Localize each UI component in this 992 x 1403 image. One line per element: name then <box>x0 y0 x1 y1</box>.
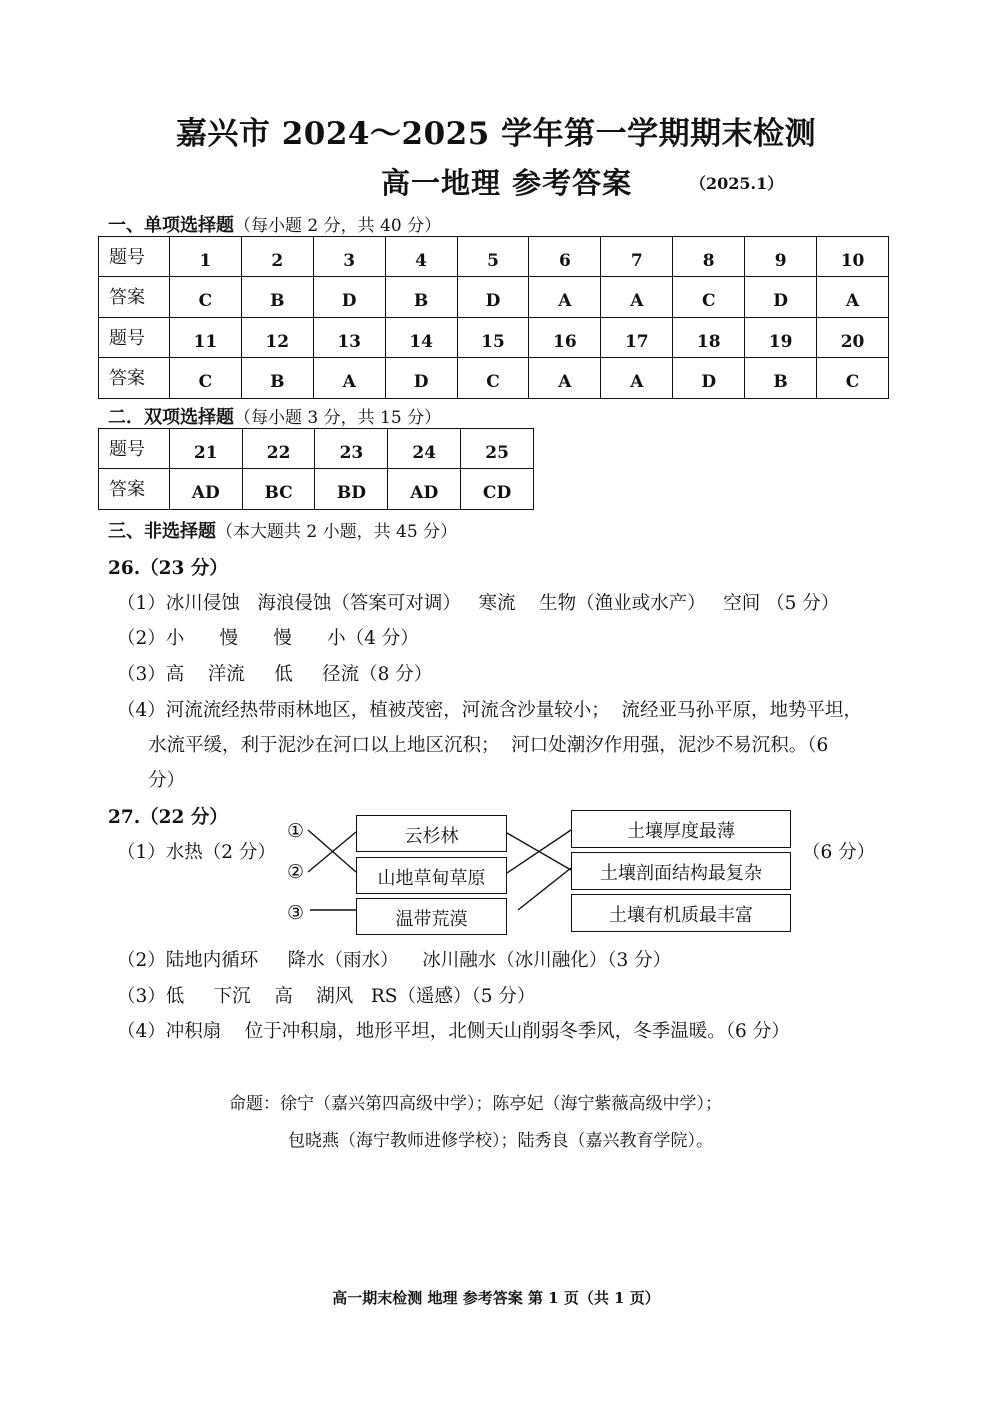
soil-box-1: 土壤厚度最薄 <box>571 810 791 848</box>
section2-note: （每小题 3 分，共 15 分） <box>234 408 442 428</box>
q26-answer-3: （3）高 洋流 低 径流（8 分） <box>117 664 433 685</box>
answer-cell: AD <box>388 469 461 510</box>
q26-answer-4-line1: （4）河流流经热带雨林地区，植被茂密，河流含沙量较小； 流经亚马孙平原，地势平坦， <box>117 700 863 721</box>
document-date: （2025.1） <box>690 174 784 193</box>
q26-answer-4-line3: 分） <box>148 770 186 791</box>
q27-answer-1: （1）水热（2 分） <box>117 842 276 863</box>
answer-cell: D <box>745 277 817 318</box>
question-number: 20 <box>817 318 889 358</box>
answer-cell: A <box>313 358 385 399</box>
question-number: 12 <box>241 318 313 358</box>
marker-3: ③ <box>287 902 305 924</box>
answer-cell: C <box>169 277 241 318</box>
question-number: 7 <box>601 237 673 277</box>
q26-answer-2: （2）小 慢 慢 小（4 分） <box>117 628 419 649</box>
answer-cell: AD <box>169 469 242 510</box>
marker-2: ② <box>287 861 305 883</box>
document-subtitle: 高一地理 参考答案 <box>381 166 633 200</box>
vegetation-box-1: 云杉林 <box>356 815 507 852</box>
section1-title: 一、单项选择题 <box>108 215 234 236</box>
answer-cell: A <box>529 358 601 399</box>
link-veg-3-to-soil-1 <box>518 868 571 910</box>
q26-answer-4-line2: 水流平缓，利于泥沙在河口以上地区沉积； 河口处潮汐作用强，泥沙不易沉积。（6 <box>148 735 829 756</box>
question-number: 8 <box>673 237 745 277</box>
answer-cell: BD <box>315 469 388 510</box>
question-number: 3 <box>313 237 385 277</box>
answer-cell: BC <box>242 469 315 510</box>
soil-box-3: 土壤有机质最丰富 <box>571 894 791 932</box>
q27-match-score: （6 分） <box>802 842 876 863</box>
answer-cell: B <box>385 277 457 318</box>
answer-cell: A <box>817 277 889 318</box>
question-number: 17 <box>601 318 673 358</box>
section2-title: 二．双项选择题 <box>108 407 234 428</box>
answer-cell: A <box>601 358 673 399</box>
question-number: 14 <box>385 318 457 358</box>
row-label: 答案 <box>99 358 170 399</box>
document-title: 嘉兴市 2024～2025 学年第一学期期末检测 <box>175 116 817 152</box>
section1-note: （每小题 2 分，共 40 分） <box>234 216 442 236</box>
row-label: 题号 <box>99 429 170 469</box>
answer-cell: A <box>529 277 601 318</box>
credits-line-2: 包晓燕（海宁教师进修学校）；陆秀良（嘉兴教育学院）。 <box>288 1131 713 1151</box>
vegetation-box-3: 温带荒漠 <box>356 898 507 935</box>
question-number: 22 <box>242 429 315 469</box>
q27-title: 27.（22 分） <box>108 807 228 828</box>
row-label: 题号 <box>99 237 170 277</box>
link-veg-2-to-soil-3 <box>507 830 571 873</box>
answer-cell: D <box>457 277 529 318</box>
answer-cell: CD <box>461 469 534 510</box>
question-number: 15 <box>457 318 529 358</box>
answer-cell: B <box>241 277 313 318</box>
question-number: 19 <box>745 318 817 358</box>
answer-cell: C <box>817 358 889 399</box>
question-number: 13 <box>313 318 385 358</box>
vegetation-box-2: 山地草甸草原 <box>356 857 507 894</box>
question-number: 1 <box>169 237 241 277</box>
question-number: 6 <box>529 237 601 277</box>
answer-cell: C <box>169 358 241 399</box>
question-number: 2 <box>241 237 313 277</box>
question-number: 10 <box>817 237 889 277</box>
question-number: 5 <box>457 237 529 277</box>
answer-cell: D <box>385 358 457 399</box>
q26-title: 26.（23 分） <box>108 558 228 579</box>
answer-cell: C <box>457 358 529 399</box>
question-number: 21 <box>169 429 242 469</box>
credits-line-1: 命题：徐宁（嘉兴第四高级中学）；陈亭妃（海宁紫薇高级中学）； <box>229 1094 722 1114</box>
q26-answer-1: （1）冰川侵蚀 海浪侵蚀（答案可对调） 寒流 生物（渔业或水产） 空间 （5 分） <box>117 593 840 614</box>
row-label: 答案 <box>99 469 170 510</box>
question-number: 9 <box>745 237 817 277</box>
question-number: 24 <box>388 429 461 469</box>
answer-cell: D <box>673 358 745 399</box>
row-label: 题号 <box>99 318 170 358</box>
row-label: 答案 <box>99 277 170 318</box>
q27-answer-2: （2）陆地内循环 降水（雨水） 冰川融水（冰川融化）（3 分） <box>117 950 672 971</box>
question-number: 25 <box>461 429 534 469</box>
section3-note: （本大题共 2 小题，共 45 分） <box>216 522 458 542</box>
question-number: 16 <box>529 318 601 358</box>
question-number: 18 <box>673 318 745 358</box>
answer-cell: C <box>673 277 745 318</box>
question-number: 11 <box>169 318 241 358</box>
section3-title: 三、非选择题 <box>108 521 216 542</box>
answer-cell: B <box>745 358 817 399</box>
answer-cell: B <box>241 358 313 399</box>
answer-cell: A <box>601 277 673 318</box>
q27-answer-3: （3）低 下沉 高 湖风 RS（遥感）（5 分） <box>117 986 536 1007</box>
answer-cell: D <box>313 277 385 318</box>
marker-1: ① <box>287 820 305 842</box>
question-number: 4 <box>385 237 457 277</box>
soil-box-2: 土壤剖面结构最复杂 <box>571 852 791 890</box>
page-footer: 高一期末检测 地理 参考答案 第 1 页（共 1 页） <box>332 1289 660 1307</box>
question-number: 23 <box>315 429 388 469</box>
q27-answer-4: （4）冲积扇 位于冲积扇，地形平坦，北侧天山削弱冬季风，冬季温暖。（6 分） <box>117 1021 790 1042</box>
